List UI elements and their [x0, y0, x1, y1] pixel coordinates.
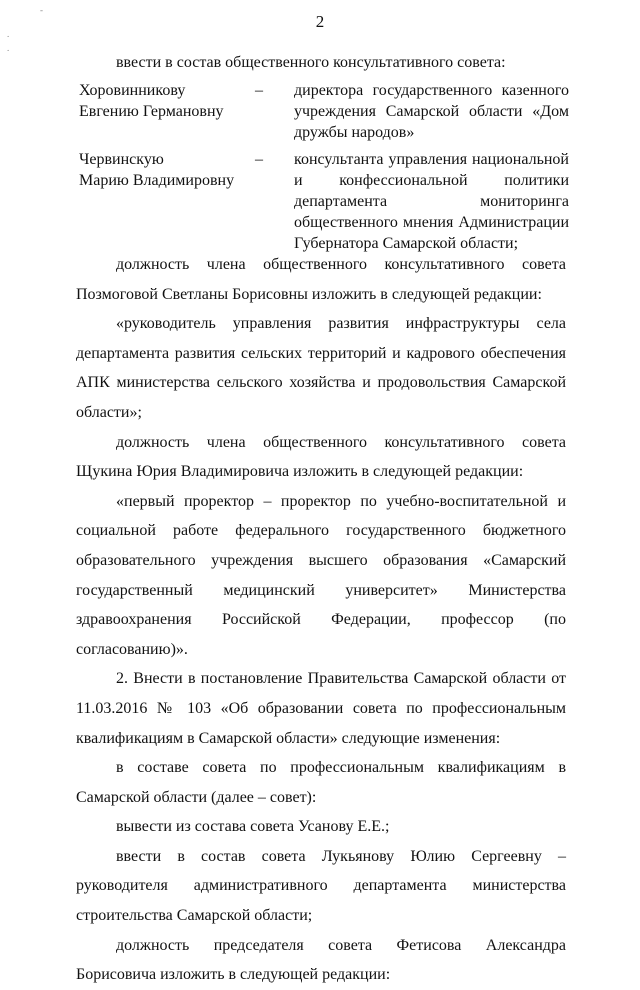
margin-mark: .	[7, 43, 10, 53]
paragraph: «руководитель управления развития инфраструктуры села департамента развития сельских территорий и кадрового обеспечения АПК министерства сельского хозяйства и продовольствия Самарской области»;	[76, 315, 566, 421]
paragraph: ввести в состав совета Лукьянову Юлию Сергеевну – руководителя административного департамента министерства строительства Самарской области;	[76, 847, 566, 925]
paragraph: вывести из состава совета Усанову Е.Е.;	[116, 818, 390, 836]
paragraph: в составе совета по профессиональным квалификациям в Самарской области (далее – совет):	[76, 759, 566, 806]
member-surname: Хоровинникову	[79, 82, 186, 99]
paragraph: «первый проректор – проректор по учебно-воспитательной и социальной работе федерального государственного бюджетного образовательного учреждения высшего образования «Самарский государственный медицинский университет» Министерства здравоохранения Российской Федерации, профессор (по согласованию)».	[76, 492, 566, 658]
member-position: консультанта управления национальной и конфессиональной политики департамента мониторинга общественного мнения Администрации Губернатора Самарской области;	[294, 151, 569, 252]
paragraph: должность председателя совета Фетисова Александра Борисовича изложить в следующей редакции:	[76, 936, 566, 984]
margin-mark: .	[7, 29, 10, 39]
margin-mark: -	[40, 5, 43, 15]
member-position: директора государственного казенного учреждения Самарской области «Дом дружбы народов»	[294, 82, 569, 141]
member-name	[79, 80, 249, 122]
member-given-names: Марию Владимировну	[79, 172, 235, 189]
document-body	[76, 250, 566, 990]
paragraph: должность члена общественного консультативного совета Позмоговой Светланы Борисовны изложить в следующей редакции:	[76, 256, 566, 303]
member-dash: –	[255, 151, 263, 168]
member-given-names: Евгению Германовну	[79, 103, 224, 120]
member-surname: Червинскую	[79, 151, 164, 168]
member-name	[79, 149, 249, 191]
paragraph: 2. Внести в постановление Правительства Самарской области от 11.03.2016 № 103 «Об образовании совета по профессиональным квалификациям в Самарской области» следующие изменения:	[76, 670, 566, 747]
page-number: 2	[315, 12, 325, 31]
paragraph: должность члена общественного консультативного совета Щукина Юрия Владимировича изложить в следующей редакции:	[76, 433, 566, 481]
intro-line: ввести в состав общественного консультативного совета:	[116, 54, 506, 71]
member-dash: –	[255, 82, 263, 99]
